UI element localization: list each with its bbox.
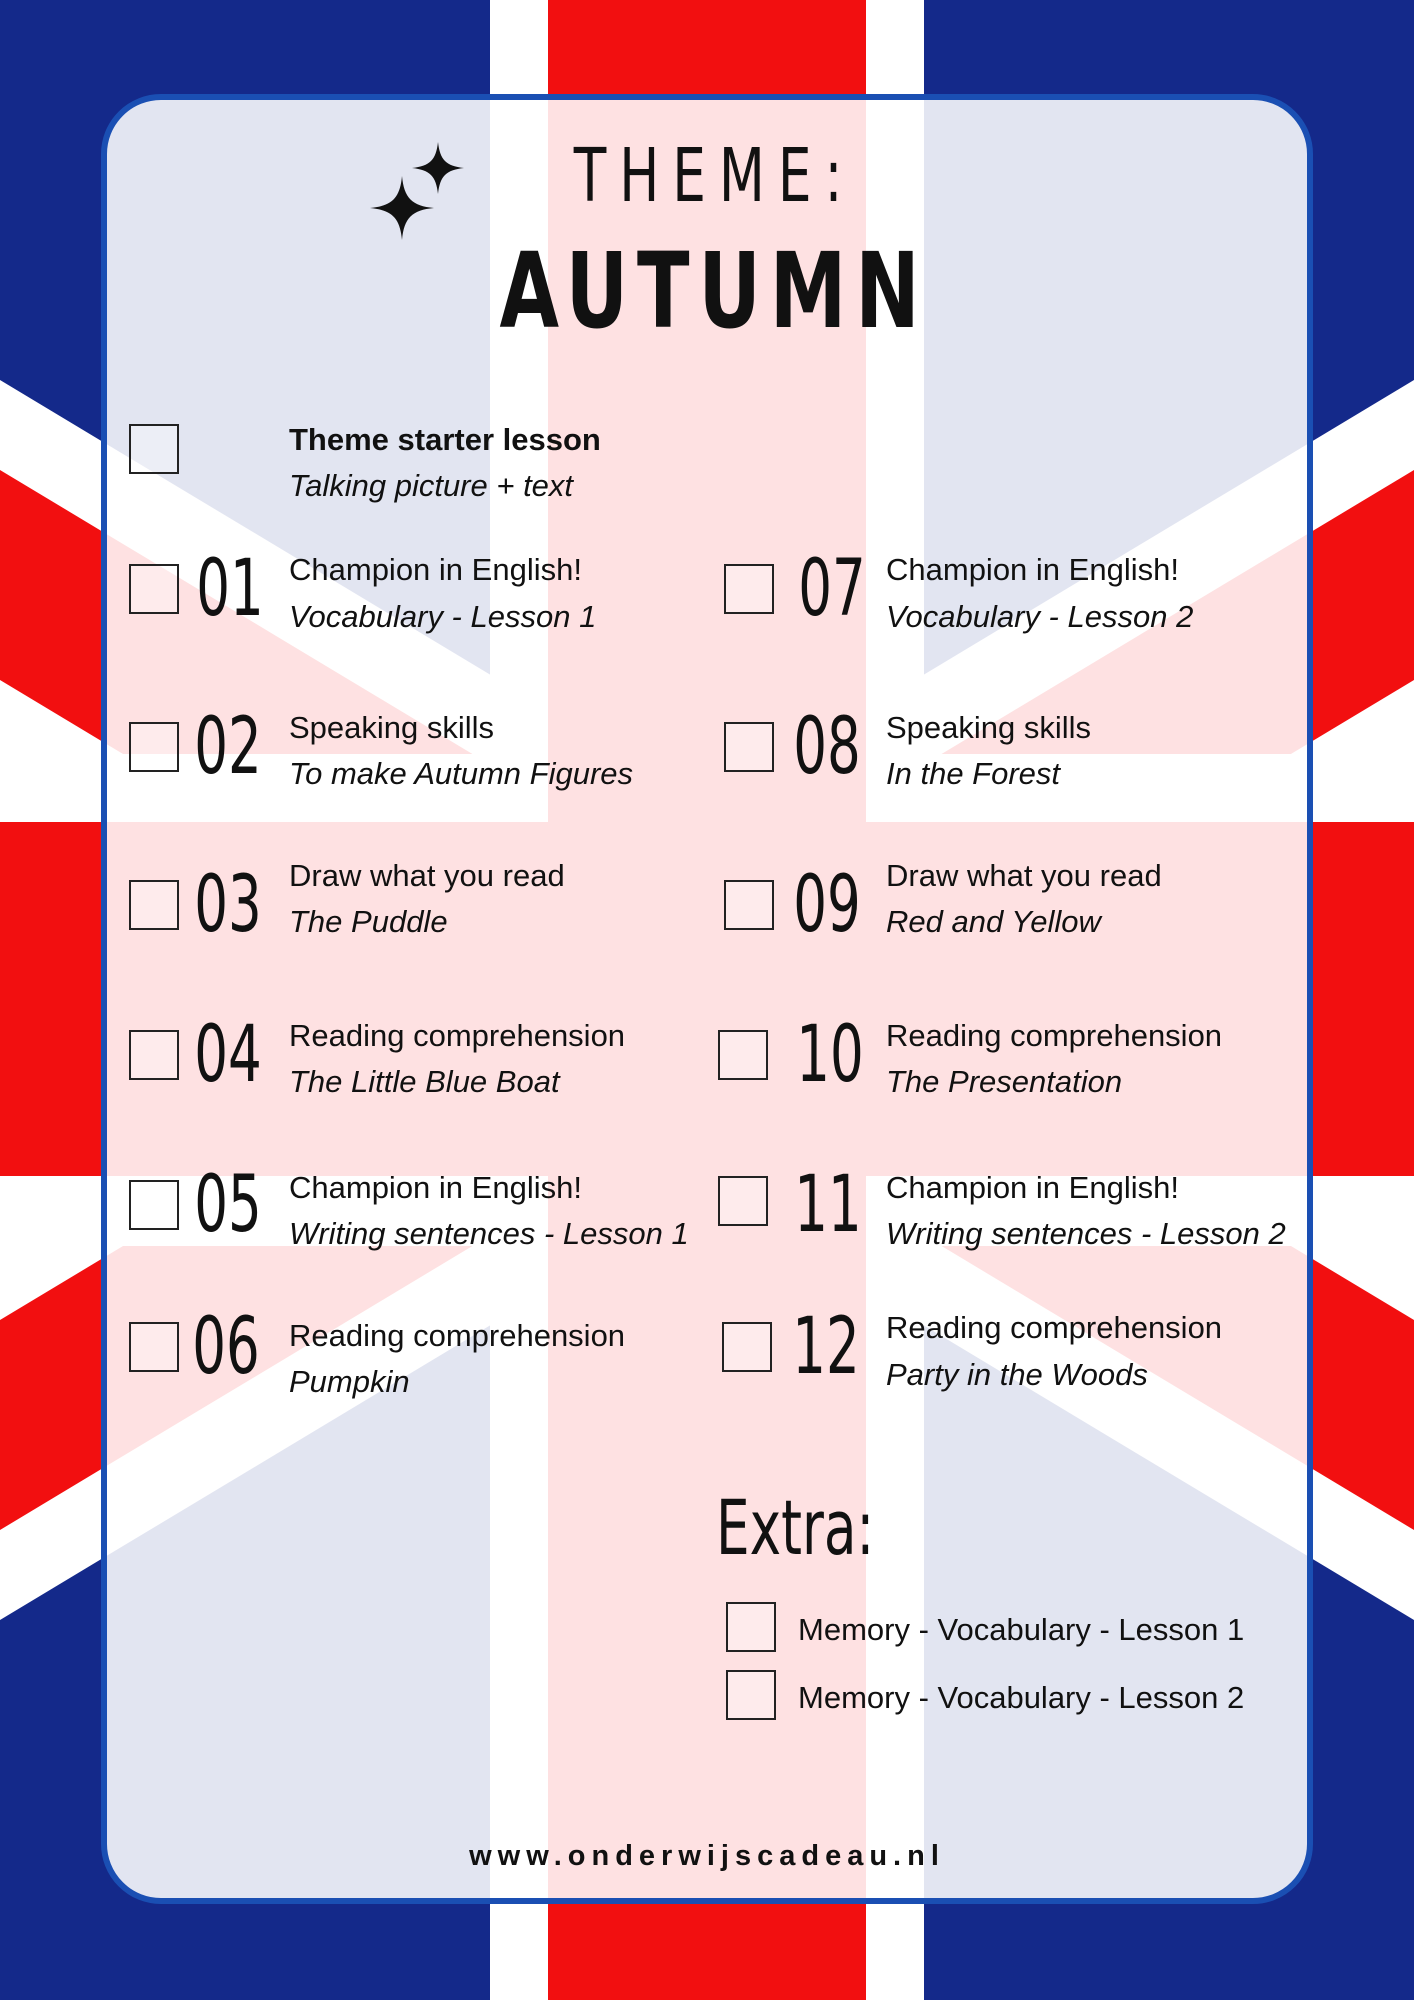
starter-lesson-title: Theme starter lesson bbox=[289, 422, 601, 457]
lesson-number: 01 bbox=[196, 544, 264, 634]
lesson-title: Champion in English! bbox=[886, 1170, 1179, 1205]
lesson-title: Champion in English! bbox=[289, 552, 582, 587]
lesson-number: 11 bbox=[794, 1160, 862, 1250]
lesson-title: Draw what you read bbox=[289, 858, 565, 893]
extra-heading: Extra: bbox=[716, 1483, 875, 1572]
lesson-title: Champion in English! bbox=[886, 552, 1179, 587]
lesson-title: Draw what you read bbox=[886, 858, 1162, 893]
checkbox-extra-1[interactable] bbox=[726, 1602, 776, 1652]
lesson-number: 06 bbox=[192, 1302, 260, 1392]
checkbox-starter[interactable] bbox=[129, 424, 179, 474]
extra-item-label: Memory - Vocabulary - Lesson 2 bbox=[798, 1680, 1245, 1715]
lesson-number: 05 bbox=[194, 1160, 262, 1250]
lesson-title: Champion in English! bbox=[289, 1170, 582, 1205]
checkbox-lesson-03[interactable] bbox=[129, 880, 179, 930]
theme-label: THEME: bbox=[573, 133, 856, 219]
checkbox-lesson-06[interactable] bbox=[129, 1322, 179, 1372]
lesson-subtitle: The Presentation bbox=[886, 1064, 1123, 1099]
lesson-subtitle: To make Autumn Figures bbox=[289, 756, 634, 791]
lesson-title: Reading comprehension bbox=[886, 1018, 1223, 1053]
checkbox-lesson-02[interactable] bbox=[129, 722, 179, 772]
checkbox-lesson-04[interactable] bbox=[129, 1030, 179, 1080]
checkbox-lesson-09[interactable] bbox=[724, 880, 774, 930]
checkbox-lesson-07[interactable] bbox=[724, 564, 774, 614]
lesson-number: 09 bbox=[793, 860, 861, 950]
lesson-subtitle: Party in the Woods bbox=[886, 1357, 1148, 1392]
lesson-number: 10 bbox=[796, 1010, 864, 1100]
lesson-subtitle: In the Forest bbox=[886, 756, 1061, 791]
lesson-number: 04 bbox=[194, 1010, 262, 1100]
lesson-title: Reading comprehension bbox=[289, 1318, 626, 1353]
lesson-number: 07 bbox=[798, 544, 866, 634]
lesson-subtitle: The Puddle bbox=[289, 904, 448, 939]
lesson-title: Reading comprehension bbox=[289, 1018, 626, 1053]
lesson-subtitle: Pumpkin bbox=[289, 1364, 410, 1399]
lesson-subtitle: Writing sentences - Lesson 1 bbox=[289, 1216, 689, 1251]
lesson-number: 03 bbox=[194, 860, 262, 950]
lesson-number: 08 bbox=[793, 702, 861, 792]
lesson-number: 02 bbox=[194, 702, 262, 792]
website-footer: www.onderwijscadeau.nl bbox=[469, 1840, 945, 1872]
checkbox-lesson-05[interactable] bbox=[129, 1180, 179, 1230]
checkbox-lesson-08[interactable] bbox=[724, 722, 774, 772]
lesson-title: Speaking skills bbox=[886, 710, 1092, 745]
theme-title: AUTUMN bbox=[499, 230, 929, 352]
lesson-number: 12 bbox=[792, 1302, 860, 1392]
extra-item-label: Memory - Vocabulary - Lesson 1 bbox=[798, 1612, 1245, 1647]
starter-lesson-subtitle: Talking picture + text bbox=[289, 468, 574, 503]
lesson-subtitle: Red and Yellow bbox=[886, 904, 1101, 939]
lesson-subtitle: The Little Blue Boat bbox=[289, 1064, 560, 1099]
checkbox-lesson-12[interactable] bbox=[722, 1322, 772, 1372]
checkbox-lesson-01[interactable] bbox=[129, 564, 179, 614]
lesson-subtitle: Writing sentences - Lesson 2 bbox=[886, 1216, 1286, 1251]
checkbox-lesson-10[interactable] bbox=[718, 1030, 768, 1080]
checkbox-lesson-11[interactable] bbox=[718, 1176, 768, 1226]
lesson-subtitle: Vocabulary - Lesson 2 bbox=[886, 599, 1194, 634]
lesson-title: Reading comprehension bbox=[886, 1310, 1223, 1345]
lesson-title: Speaking skills bbox=[289, 710, 495, 745]
lesson-subtitle: Vocabulary - Lesson 1 bbox=[289, 599, 597, 634]
checkbox-extra-2[interactable] bbox=[726, 1670, 776, 1720]
